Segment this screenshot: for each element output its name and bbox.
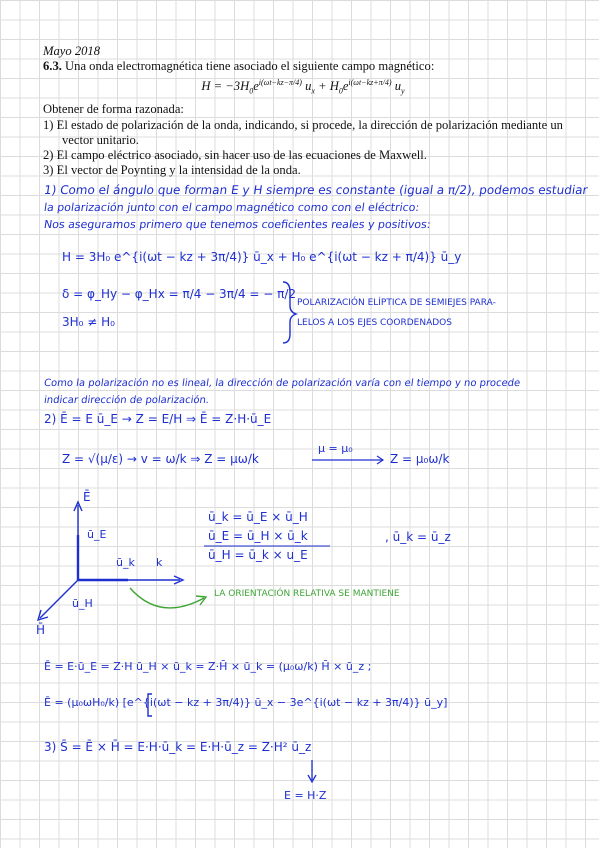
exam-date: Mayo 2018 xyxy=(43,44,101,58)
green-note: LA ORIENTACIÓN RELATIVA SE MANTIENE xyxy=(214,589,400,599)
p1-polarization-label-1: POLARIZACIÓN ELÍPTICA DE SEMIEJES PARA- xyxy=(297,298,496,308)
polarization-brace xyxy=(283,282,296,343)
magnetic-field-equation: $H = -3H_0e^{i(\omega t-kz-\pi/4)}$ $u_x + H_0e^{i(\omega t-kz+\pi/4)}$ $u_y$ xyxy=(201,78,405,97)
p1-line-3: Nos aseguramos primero que tenemos coeficientes reales y positivos: xyxy=(43,218,432,231)
p3-e-relation: E = H·Z xyxy=(284,789,327,802)
relation-1: ū_k = ū_E × ū_H xyxy=(208,510,308,524)
problem-text: Una onda electromagnética tiene asociado el siguiente campo magnético: xyxy=(65,59,435,74)
axis-k-label: k xyxy=(156,556,163,569)
relation-3: ū_H = ū_k × u_E xyxy=(208,548,308,562)
question-3: 3) El vector de Poynting y la intensidad de la onda. xyxy=(43,163,301,178)
p1-h-equation: H = 3H₀ e^{i(ωt − kz + 3π/4)} ū_x + H₀ e^{i(ωt − kz + π/4)} ū_y xyxy=(62,250,462,264)
p2-impedance-result: Z = μ₀ω/k xyxy=(390,452,450,466)
p2-e-equation-1: Ē = E·ū_E = Z·H ū_H × ū_k = Z·H̄ × ū_k = (μ₀ω/k) H̄ × ū_z ; xyxy=(44,660,372,673)
p2-line-1: 2) Ē = E ū_E → Z = E/H ⇒ Ē = Z·H·ū_E xyxy=(44,412,272,426)
p1-amplitude-inequality: 3H₀ ≠ H₀ xyxy=(62,315,115,329)
p1-conclusion-2: indicar dirección de polarización. xyxy=(43,395,210,406)
question-2: 2) El campo eléctrico asociado, sin hacer uso de las ecuaciones de Maxwell. xyxy=(43,147,427,162)
question-1: 1) El estado de polarización de la onda, indicando, si procede, la dirección de polarización mediante un vector unitario. xyxy=(43,117,563,147)
p1-conclusion-1: Como la polarización no es lineal, la dirección de polarización varía con el tiempo y no procede xyxy=(43,378,521,389)
p2-mu-condition: μ = μ₀ xyxy=(318,442,353,455)
relation-2: ū_E = ū_H × ū_k xyxy=(208,529,308,543)
bracket-left xyxy=(148,694,152,716)
p1-line-2: la polarización junto con el campo magnético como con el eléctrico: xyxy=(43,201,421,214)
p2-e-equation-2: Ē = (μ₀ωH₀/k) [e^{i(ωt − kz + 3π/4)} ū_x − 3e^{i(ωt − kz + 3π/4)} ū_y] xyxy=(44,696,448,709)
relation-uk: , ū_k = ū_z xyxy=(385,530,451,544)
axis-e-label: Ē xyxy=(83,490,91,504)
p1-line-1: 1) Como el ángulo que forman E y H siempre es constante (igual a π/2), podemos estudiar xyxy=(43,183,589,197)
axis-uk-label: ū_k xyxy=(116,556,135,569)
green-arrow xyxy=(130,588,204,608)
p3-poynting-eq: 3) S̄ = Ē × H̄ = E·H·ū_k = E·H·ū_z = Z·H² ū_z xyxy=(44,740,312,754)
axis-uh-label: ū_H xyxy=(72,597,93,610)
axis-h-line xyxy=(40,580,78,618)
axis-ue-label: ū_E xyxy=(87,528,107,541)
problem-number: 6.3. xyxy=(43,59,62,74)
axis-h-label: H̄ xyxy=(36,623,46,637)
p1-delta-equation: δ = φ_Hy − φ_Hx = π/4 − 3π/4 = − π/2 xyxy=(62,287,297,301)
instruction: Obtener de forma razonada: xyxy=(43,102,184,117)
p2-impedance-eq: Z = √(μ/ε) → v = ω/k ⇒ Z = μω/k xyxy=(62,452,259,466)
p1-polarization-label-2: LELOS A LOS EJES COORDENADOS xyxy=(297,318,452,328)
